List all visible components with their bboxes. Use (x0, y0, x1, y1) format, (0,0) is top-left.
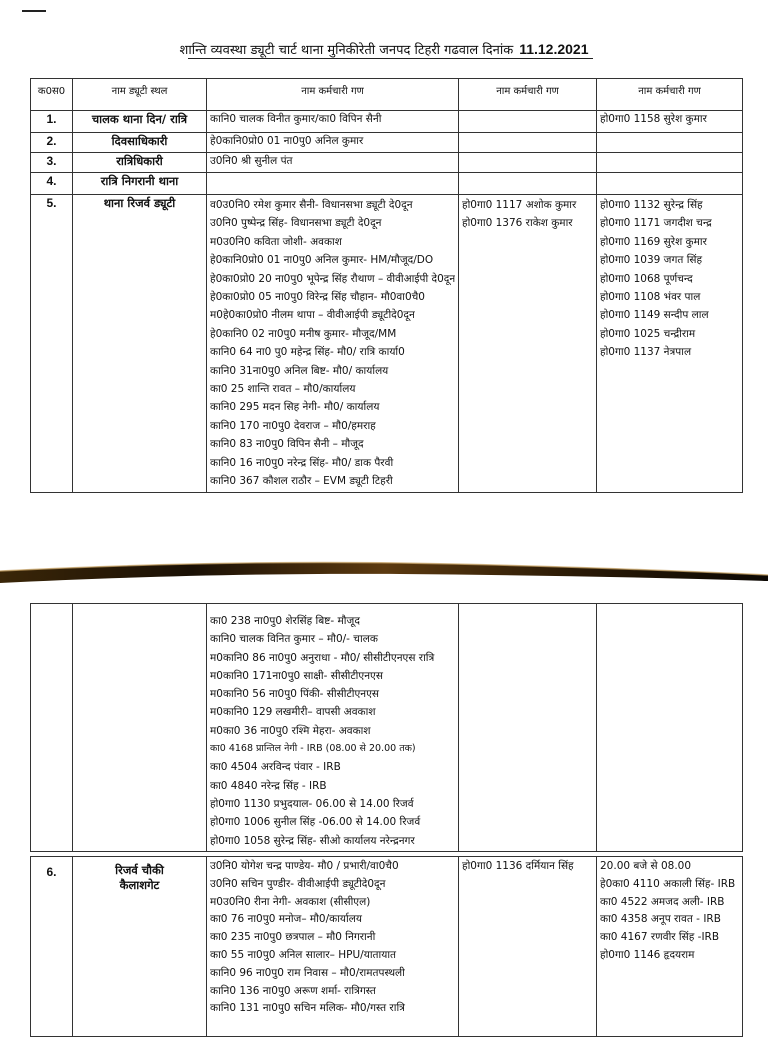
staff-entry: कानि0 चालक विनित कुमार – मौ0/- चालक (210, 633, 378, 646)
header-serial: क0स0 (31, 79, 73, 111)
table-row (31, 195, 743, 493)
staff-entry: उ0नि0 सचिन पुण्डीर- वीवीआईपी ड्यूटीदे0दून (210, 877, 386, 890)
staff-entry: म0उ0नि0 कविता जोशी- अवकाश (210, 235, 342, 248)
staff-entry: म0कानि0 129 लखमीरी– वापसी अवकाश (210, 706, 376, 719)
staff-entry: उ0नि0 योगेश चन्द्र पाण्डेय- मौ0 / प्रभारी/वा0चै0 (210, 860, 399, 872)
staff-entry: हो0गा0 1068 पूर्णचन्द (600, 272, 693, 285)
staff-entry: कानि0 170 ना0पु0 देवराज – मौ0/हमराह (210, 419, 376, 432)
staff-entry: हो0गा0 1146 हृदयराम (600, 948, 695, 961)
staff-entry: कानि0 64 ना0 पु0 महेन्द्र सिंह- मौ0/ रात्रि कार्या0 (210, 346, 405, 359)
row-staff-3 (597, 604, 743, 852)
page-title: शान्ति व्यवस्था ड्यूटी चार्ट थाना मुनिकीरेती जनपद टिहरी गढवाल दिनांक 11.12.2021 (179, 41, 589, 58)
staff-entry: हो0गा0 1130 प्रभुदयाल- 06.00 से 14.00 रिजर्व (210, 797, 414, 810)
row-staff-3 (597, 195, 743, 493)
place-line: रिजर्व चौकी (115, 863, 164, 877)
header-staff-2: नाम कर्मचारी गण (459, 79, 597, 111)
table-row (31, 857, 743, 1037)
row-place: दिवसाधिकारी (73, 133, 207, 153)
row-staff-2 (459, 195, 597, 493)
staff-entry: हे0कानि0 02 ना0पु0 मनीष कुमार- मौजूद/MM (210, 327, 397, 340)
staff-entry: कानि0 367 कौशल राठौर – EVM ड्यूटी टिहरी (210, 475, 393, 488)
staff-entry: कानि0 16 ना0पु0 नरेन्द्र सिंह- मौ0/ डाक पैरवी (210, 456, 394, 469)
staff-entry: कानि0 31ना0पु0 अनिल बिष्ट- मौ0/ कार्यालय (210, 364, 389, 377)
staff-entry: हो0गा0 1108 भंवर पाल (600, 291, 701, 304)
row-serial: 4. (31, 173, 73, 195)
row-staff-3: हो0गा0 1158 सुरेश कुमार (597, 111, 743, 133)
staff-entry: का0 238 ना0पु0 शेरसिंह बिष्ट- मौजूद (210, 615, 360, 627)
staff-entry: म0का0 36 ना0पु0 रश्मि मेहरा- अवकाश (210, 724, 371, 737)
staff-entry: का0 76 ना0पु0 मनोज– मौ0/कार्यालय (210, 913, 362, 926)
table-row (31, 604, 743, 852)
row-staff-3 (597, 173, 743, 195)
staff-entry: का0 235 ना0पु0 छत्रपाल – मौ0 निगरानी (210, 931, 376, 944)
staff-entry: उ0नि0 पुष्पेन्द्र सिंह- विधानसभा ड्यूटी दे0दून (210, 217, 382, 230)
staff-entry: हे0का0 4110 अकाली सिंह- IRB (600, 877, 736, 890)
row-staff-2 (459, 153, 597, 173)
row-staff-2 (459, 111, 597, 133)
header-staff-3: नाम कर्मचारी गण (597, 79, 743, 111)
duty-table (30, 78, 743, 493)
staff-entry: का0 4840 नरेन्द्र सिंह - IRB (210, 779, 327, 792)
staff-entry: का0 55 ना0पु0 अनिल सालार– HPU/यातायात (210, 948, 397, 961)
row-staff: उ0नि0 श्री सुनील पंत (207, 153, 459, 173)
staff-entry: हे0कानि0प्रो0 01 ना0पु0 अनिल कुमार- HM/मौजूद/DO (210, 254, 434, 267)
row-staff: कानि0 चालक विनीत कुमार/का0 विपिन सैनी (207, 111, 459, 133)
row-serial: 6. (31, 857, 73, 1037)
staff-entry: का0 25 शान्ति रावत – मौ0/कार्यालय (210, 383, 356, 396)
table-header-row (31, 79, 743, 111)
header-staff-1: नाम कर्मचारी गण (207, 79, 459, 111)
page-break-band (0, 557, 768, 587)
page-date: 11.12.2021 (519, 41, 589, 57)
table-row (31, 111, 743, 133)
duty-table-continuation (30, 603, 743, 852)
staff-entry: म0उ0नि0 रीना नेगी- अवकाश (सीसीएल) (210, 895, 371, 908)
staff-entry: कानि0 136 ना0पु0 अरूण शर्मा- रात्रिगस्त (210, 984, 376, 997)
row-serial: 1. (31, 111, 73, 133)
staff-entry: हो0गा0 1169 सुरेश कुमार (600, 235, 707, 248)
staff-entry: हो0गा0 1137 नेत्रपाल (600, 346, 692, 359)
title-underline (188, 58, 593, 59)
row-staff (207, 857, 459, 1037)
row-staff (207, 195, 459, 493)
row-staff-2 (459, 173, 597, 195)
staff-entry: कानि0 96 ना0पु0 राम निवास – मौ0/रामतपस्थली (210, 966, 405, 979)
staff-entry: हो0गा0 1058 सुरेन्द्र सिंह- सीओ कार्यालय नरेन्द्रनगर (210, 834, 415, 847)
staff-entry: म0हे0का0प्रो0 नीलम थापा – वीवीआईपी ड्यूटीदे0दून (210, 309, 415, 322)
staff-entry: हो0गा0 1171 जगदीश चन्द्र (600, 217, 712, 230)
row-serial: 2. (31, 133, 73, 153)
row-serial: 3. (31, 153, 73, 173)
row-staff (207, 173, 459, 195)
row-place: रात्रिधिकारी (73, 153, 207, 173)
table-row (31, 133, 743, 153)
staff-entry: का0 4522 अमजद अली- IRB (600, 895, 725, 908)
header-duty-place: नाम ड्यूटी स्थल (73, 79, 207, 111)
staff-entry: 20.00 बजे से 08.00 (600, 860, 692, 872)
staff-entry: हो0गा0 1039 जगत सिंह (600, 254, 703, 267)
row-staff-2 (459, 857, 597, 1037)
row-place: चालक थाना दिन/ रात्रि (73, 111, 207, 133)
staff-entry: का0 4167 रणवीर सिंह -IRB (600, 931, 720, 944)
table-row (31, 153, 743, 173)
staff-entry: हो0गा0 1006 सुनील सिंह -06.00 से 14.00 रिजर्व (210, 816, 421, 829)
staff-entry: कानि0 83 ना0पु0 विपिन सैनी – मौजूद (210, 438, 364, 451)
row-place (73, 857, 207, 1037)
row-staff: हे0कानि0प्रो0 01 ना0पु0 अनिल कुमार (207, 133, 459, 153)
duty-table-row-6 (30, 856, 743, 1037)
staff-entry: कानि0 295 मदन सिह नेगी- मौ0/ कार्यालय (210, 401, 380, 414)
row-place: थाना रिजर्व ड्यूटी (73, 195, 207, 493)
staff-entry: का0 4168 प्रान्तिल नेगी - IRB (08.00 से 20.00 तक) (210, 743, 416, 755)
staff-entry: हो0गा0 1117 अशोक कुमार (462, 199, 577, 211)
row-place: रात्रि निगरानी थाना (73, 173, 207, 195)
row-staff-2 (459, 604, 597, 852)
staff-entry: कानि0 131 ना0पु0 सचिन मलिक- मौ0/गस्त रात्रि (210, 1002, 405, 1015)
row-staff-3 (597, 153, 743, 173)
staff-entry: हो0गा0 1132 सुरेन्द्र सिंह (600, 199, 703, 211)
row-place (73, 604, 207, 852)
row-serial (31, 604, 73, 852)
row-staff-3 (597, 857, 743, 1037)
staff-entry: म0कानि0 86 ना0पु0 अनुराधा - मौ0/ सीसीटीएनएस रात्रि (210, 651, 435, 664)
table-row (31, 173, 743, 195)
staff-entry: हो0गा0 1025 चन्द्रीराम (600, 327, 696, 340)
staff-entry: व0उ0नि0 रमेश कुमार सैनी- विधानसभा ड्यूटी दे0दून (210, 199, 413, 211)
staff-entry: का0 4504 अरविन्द पंवार - IRB (210, 761, 341, 774)
place-line: कैलाशगेट (119, 878, 160, 892)
staff-entry: हे0का0प्रो0 20 ना0पु0 भूपेन्द्र सिंह रौथाण – वीवीआईपी दे0दून (210, 272, 455, 285)
staff-entry: का0 4358 अनूप रावत - IRB (600, 913, 721, 926)
staff-entry: म0कानि0 171ना0पु0 साक्षी- सीसीटीएनएस (210, 669, 383, 682)
staff-entry: हो0गा0 1149 सन्दीप लाल (600, 309, 709, 322)
staff-entry: म0कानि0 56 ना0पु0 पिंकी- सीसीटीएनएस (210, 688, 379, 701)
row-staff-2 (459, 133, 597, 153)
staff-entry: हो0गा0 1136 दर्मियान सिंह (462, 860, 574, 872)
staff-entry: हो0गा0 1376 राकेश कुमार (462, 217, 573, 230)
row-staff (207, 604, 459, 852)
staff-entry: हे0का0प्रो0 05 ना0पु0 विरेन्द्र सिंह चौहान- मौ0वा0चै0 (210, 291, 425, 304)
row-serial: 5. (31, 195, 73, 493)
page-mark (22, 10, 46, 12)
row-staff-3 (597, 133, 743, 153)
